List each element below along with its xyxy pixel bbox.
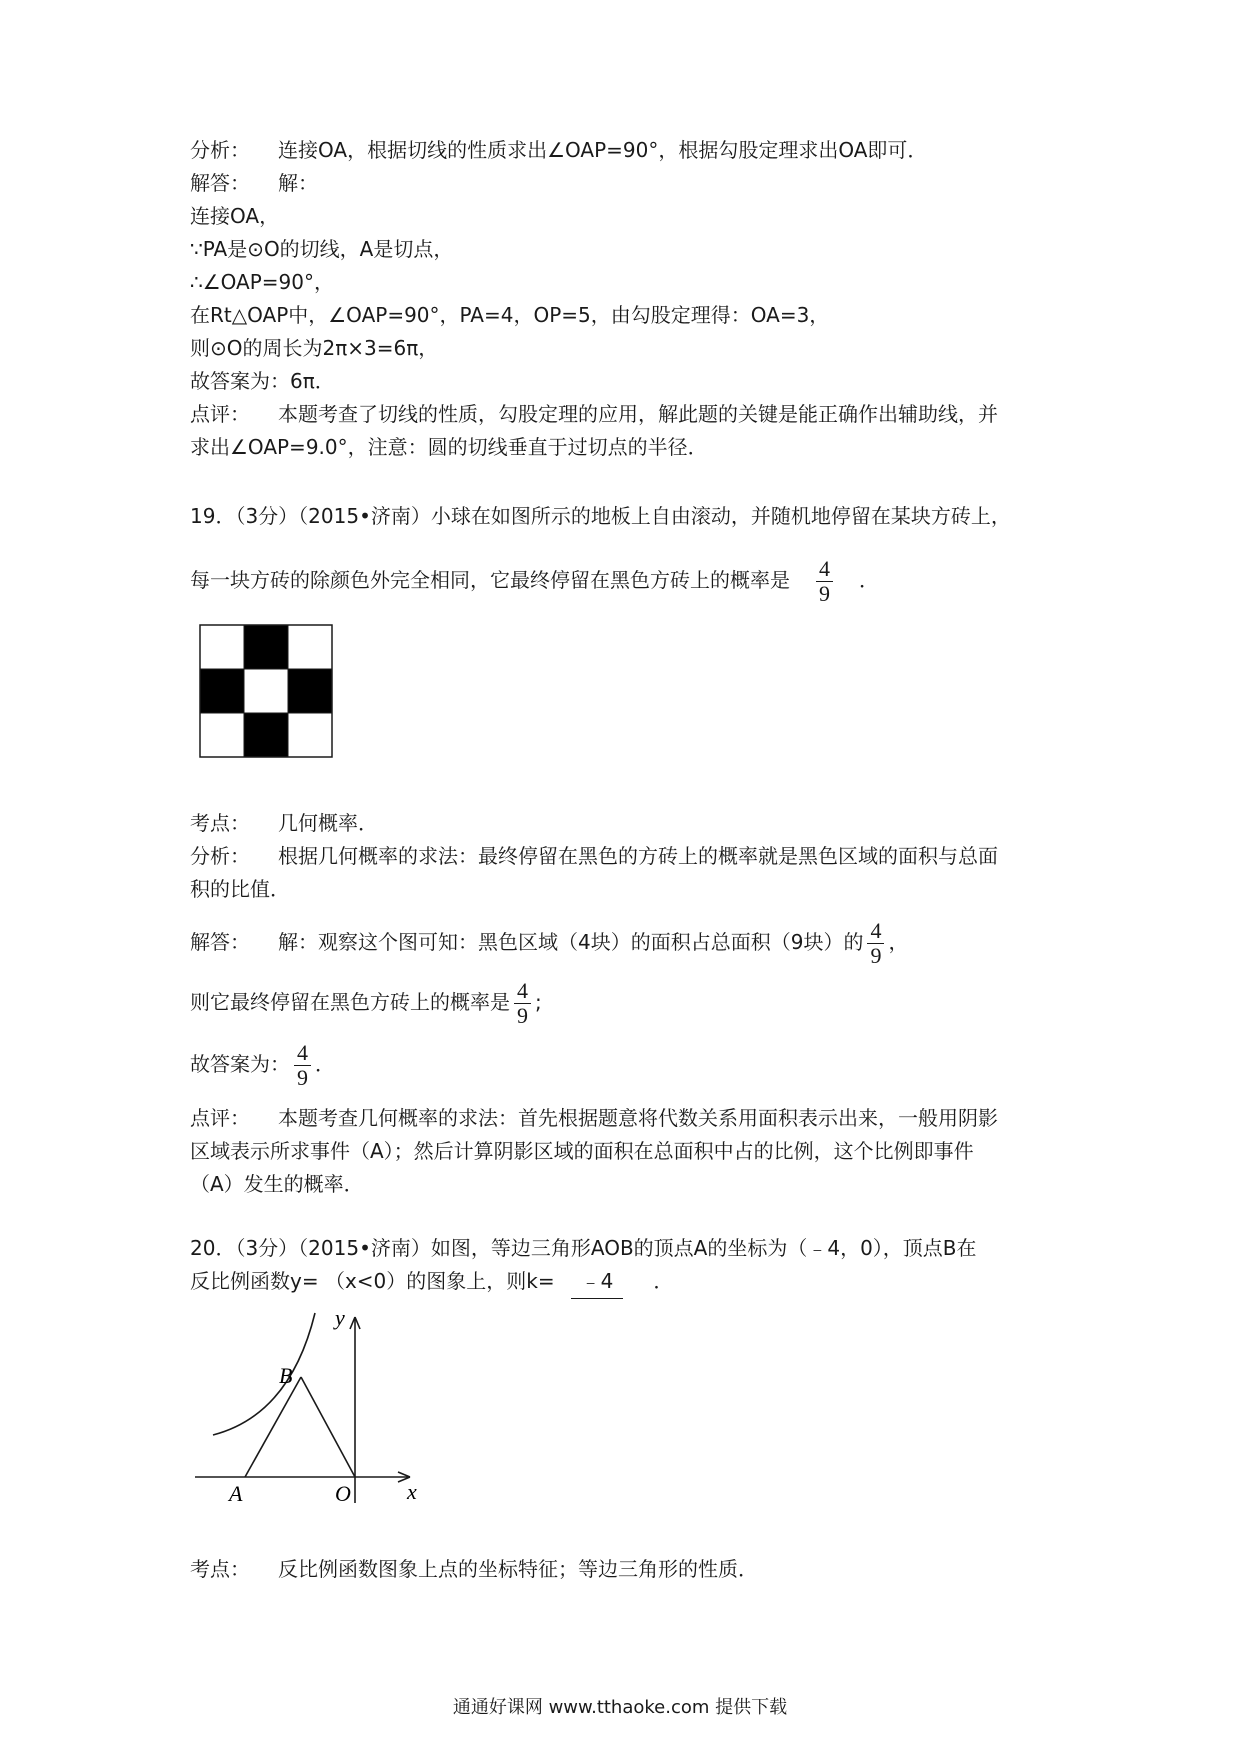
q19-comment bbox=[190, 1102, 998, 1135]
q19-stem-end: ． bbox=[859, 568, 879, 592]
point-o-label: O bbox=[335, 1481, 351, 1505]
q19-answer-end: ． bbox=[315, 1052, 335, 1076]
y-axis-label: y bbox=[335, 1305, 345, 1330]
q18-step-6: 故答案为：6π． bbox=[190, 369, 335, 393]
q20-stem-line2 bbox=[190, 1265, 673, 1299]
page-footer: 通通好课网 www.tthaoke.com 提供下载 bbox=[452, 1697, 788, 1718]
q19-solution bbox=[190, 914, 908, 970]
black-tile bbox=[200, 669, 244, 713]
q19-comment-line1: 本题考查几何概率的求法：首先根据题意将代数关系用面积表示出来，一般用阴影 bbox=[278, 1106, 998, 1130]
q20-stem-line2-text: 反比例函数y= （x<0）的图象上，则k= bbox=[190, 1269, 555, 1293]
q19-answer-prefix: 故答案为： bbox=[190, 1052, 290, 1076]
q18-step-2: ∵PA是⊙O的切线，A是切点， bbox=[190, 237, 454, 261]
q19-stem-line2 bbox=[190, 552, 879, 608]
q18-analysis-text: 连接OA，根据切线的性质求出∠OAP=90°，根据勾股定理求出OA即可． bbox=[278, 138, 928, 162]
q19-answer-fraction bbox=[816, 557, 833, 606]
q19-solution-line2-end: ; bbox=[535, 990, 542, 1014]
q18-solution-head: 解： bbox=[278, 171, 318, 195]
white-tile bbox=[288, 713, 332, 757]
q19-comment-line3: （A）发生的概率． bbox=[190, 1172, 364, 1196]
q20-stem-end: ． bbox=[653, 1269, 674, 1293]
black-tile bbox=[244, 713, 288, 757]
tile-grid bbox=[200, 625, 332, 757]
q19-frac-num: 4 bbox=[816, 557, 833, 582]
point-label: 考点： bbox=[190, 1557, 250, 1581]
q19-analysis-line1: 根据几何概率的求法：最终停留在黑色的方砖上的概率就是黑色区域的面积与总面 bbox=[278, 844, 998, 868]
q18-step-4: 在Rt△OAP中，∠OAP=90°，PA=4，OP=5，由勾股定理得：OA=3， bbox=[190, 303, 830, 327]
q19-solution-line1-end: ， bbox=[888, 930, 909, 954]
frac-num: 4 bbox=[294, 1041, 311, 1066]
frac-num: 4 bbox=[867, 919, 884, 944]
q20-point bbox=[190, 1553, 758, 1586]
point-a-label: A bbox=[229, 1481, 243, 1505]
q19-analysis bbox=[190, 840, 998, 873]
point-b-label: B bbox=[279, 1363, 293, 1388]
analysis-label: 分析： bbox=[190, 138, 250, 162]
q18-step-5: 则⊙O的周长为2π×3=6π， bbox=[190, 336, 439, 360]
comment-label: 点评： bbox=[190, 1106, 250, 1130]
analysis-label: 分析： bbox=[190, 844, 250, 868]
q18-step-1: 连接OA， bbox=[190, 204, 280, 228]
q19-analysis-line2: 积的比值． bbox=[190, 877, 290, 901]
comment-label: 点评： bbox=[190, 402, 250, 426]
q18-comment bbox=[190, 398, 998, 431]
white-tile bbox=[244, 669, 288, 713]
q19-solution-fraction-1 bbox=[867, 919, 884, 968]
tile-grid-figure bbox=[199, 624, 333, 758]
q20-figure bbox=[195, 1305, 425, 1505]
white-tile bbox=[200, 625, 244, 669]
q19-frac-den: 9 bbox=[819, 581, 830, 606]
q20-point-text: 反比例函数图象上点的坐标特征；等边三角形的性质． bbox=[278, 1557, 758, 1581]
point-label: 考点： bbox=[190, 811, 250, 835]
q18-step-3: ∴∠OAP=90°， bbox=[190, 270, 334, 294]
solution-label: 解答： bbox=[190, 930, 250, 954]
q18-comment-line1: 本题考查了切线的性质，勾股定理的应用，解此题的关键是能正确作出辅助线，并 bbox=[278, 402, 998, 426]
q19-stem-line2-text: 每一块方砖的除颜色外完全相同，它最终停留在黑色方砖上的概率是 bbox=[190, 568, 790, 592]
q20-stem-line1: 20．（3分）（2015•济南）如图，等边三角形AOB的顶点A的坐标为（﹣4，0），顶点B在 bbox=[190, 1236, 977, 1260]
q18-solution bbox=[190, 167, 318, 200]
q18-analysis bbox=[190, 134, 927, 167]
x-axis-label: x bbox=[407, 1479, 417, 1504]
white-tile bbox=[200, 713, 244, 757]
q19-point-text: 几何概率． bbox=[278, 811, 378, 835]
triangle-side-bo bbox=[301, 1377, 355, 1477]
q19-comment-line2: 区域表示所求事件（A）；然后计算阴影区域的面积在总面积中占的比例，这个比例即事件 bbox=[190, 1139, 974, 1163]
white-tile bbox=[288, 625, 332, 669]
frac-den: 9 bbox=[297, 1065, 308, 1090]
frac-num: 4 bbox=[514, 979, 531, 1004]
q19-solution-fraction-2 bbox=[514, 979, 531, 1028]
q18-comment-line2: 求出∠OAP=9.0°，注意：圆的切线垂直于过切点的半径． bbox=[190, 435, 708, 459]
q19-solution-line2-text: 则它最终停留在黑色方砖上的概率是 bbox=[190, 990, 510, 1014]
solution-label: 解答： bbox=[190, 171, 250, 195]
q19-solution-line1: 解：观察这个图可知：黑色区域（4块）的面积占总面积（9块）的 bbox=[278, 930, 864, 954]
q20-answer: ﹣4 bbox=[571, 1265, 624, 1299]
q19-stem-line1: 19．（3分）（2015•济南）小球在如图所示的地板上自由滚动，并随机地停留在某块方砖上， bbox=[190, 504, 1011, 528]
triangle-side-ab bbox=[245, 1377, 301, 1477]
black-tile bbox=[288, 669, 332, 713]
q19-answer-fraction-final bbox=[294, 1041, 311, 1090]
q19-answer bbox=[190, 1036, 335, 1092]
frac-den: 9 bbox=[517, 1003, 528, 1028]
hyperbola-curve bbox=[213, 1313, 315, 1435]
frac-den: 9 bbox=[870, 943, 882, 968]
q19-point bbox=[190, 807, 378, 840]
black-tile bbox=[244, 625, 288, 669]
q19-solution-line2 bbox=[190, 974, 542, 1030]
